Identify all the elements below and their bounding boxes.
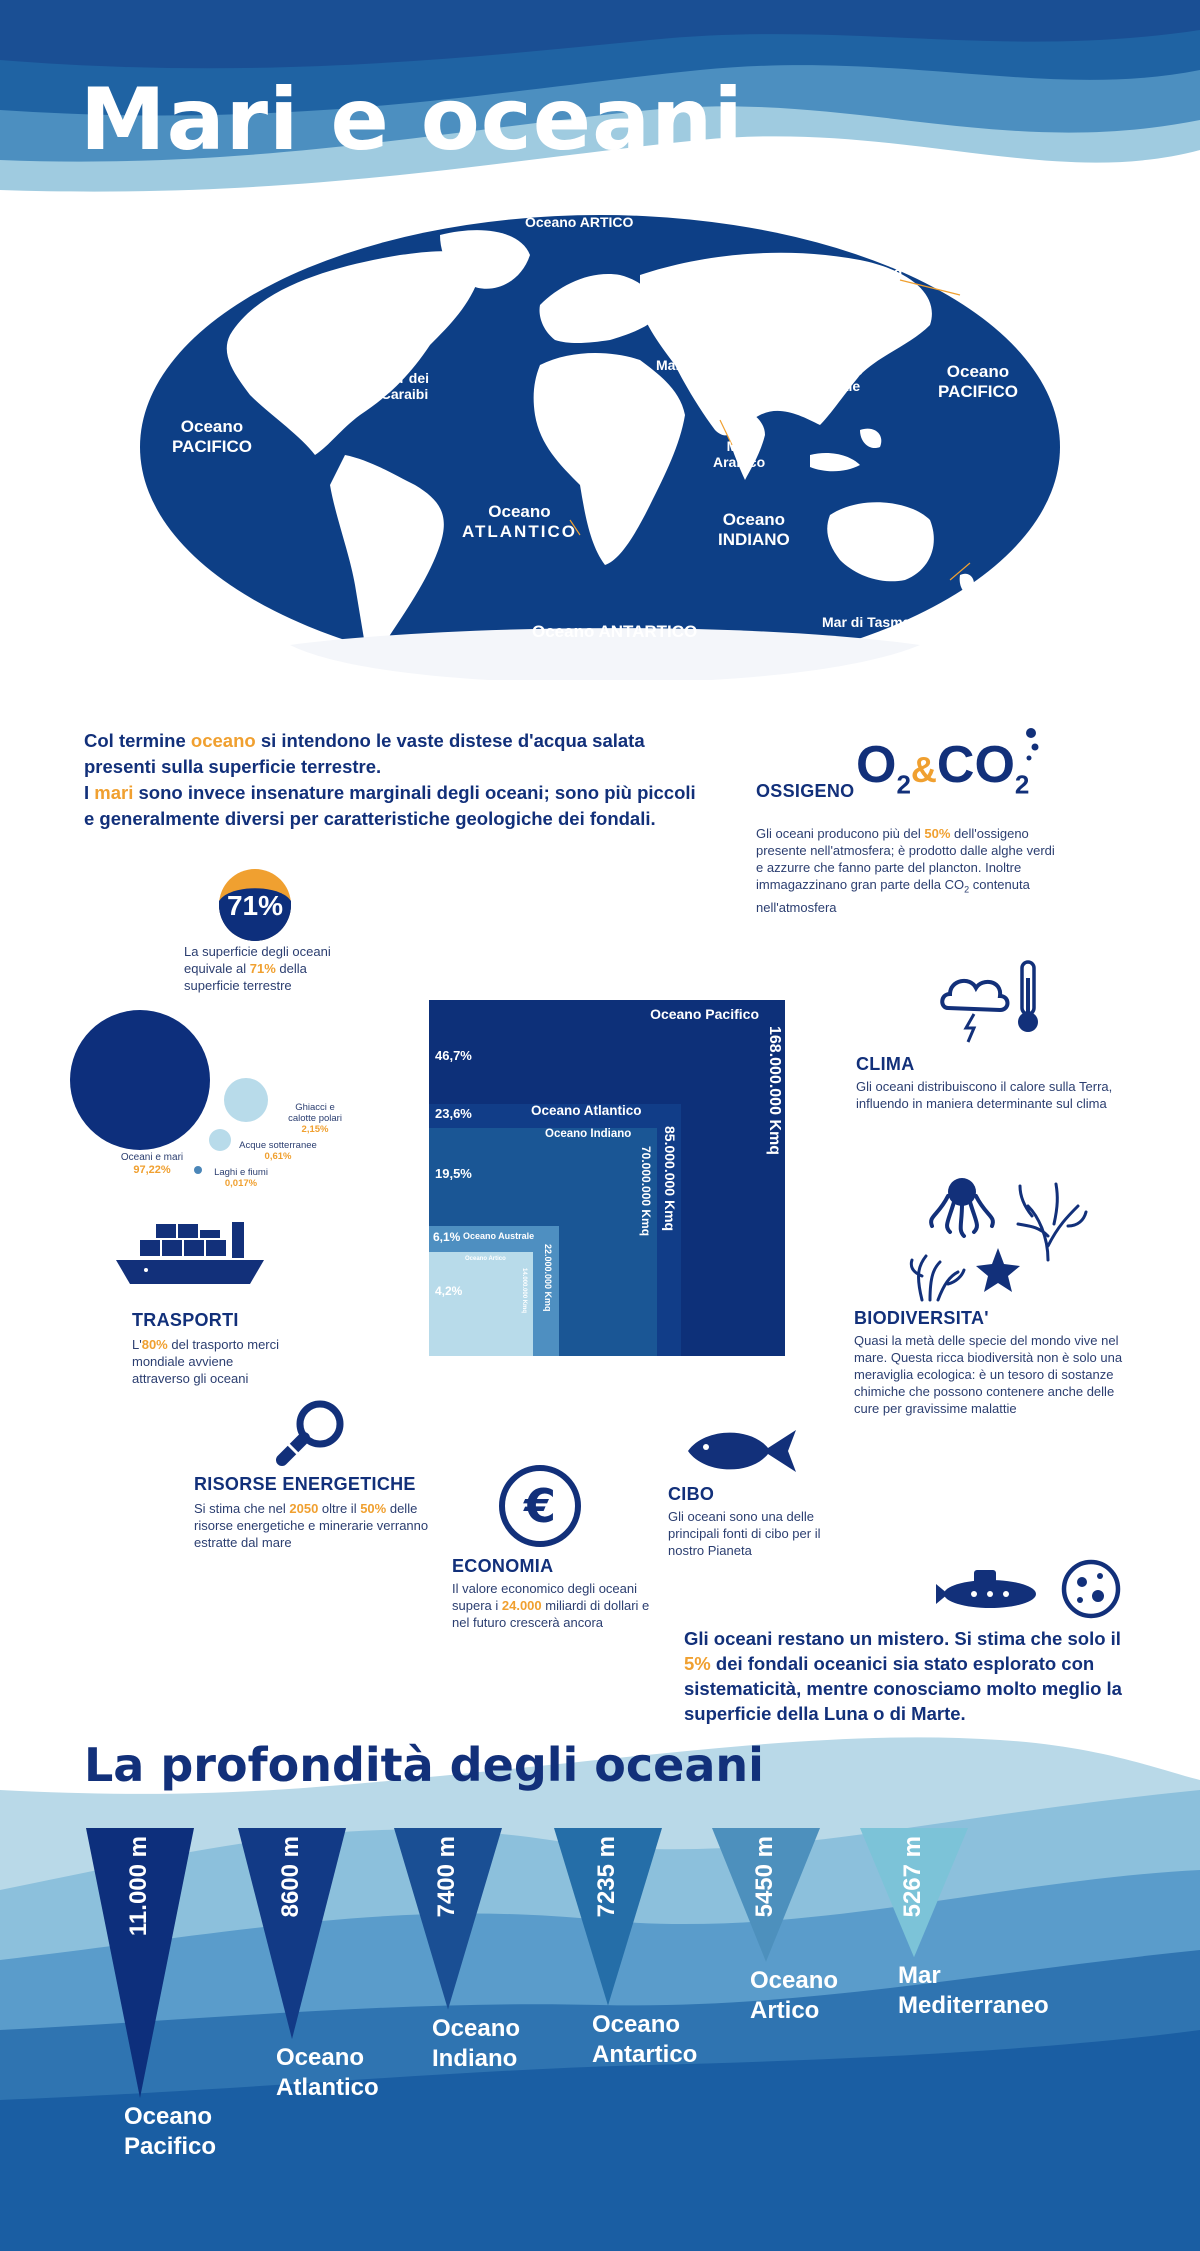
artico-area: 14.000.000 Kmq xyxy=(521,1268,527,1314)
map-label-indiano: Oceano INDIANO xyxy=(718,510,790,549)
map-label-pacifico-ovest: Oceano PACIFICO xyxy=(172,417,252,456)
atlantico-name: Oceano Atlantico xyxy=(531,1103,642,1118)
depth-name-3: Oceano Antartico xyxy=(592,2010,698,2068)
map-label-mediterraneo: Mar Mediterraneo xyxy=(596,307,713,323)
atlantico-area: 85.000.000 Kmq xyxy=(662,1126,678,1232)
economia-text: Il valore economico degli oceani supera i 24.000 miliardi di dollari e nel futuro crescerà ancora xyxy=(452,1581,650,1630)
clima-title: CLIMA xyxy=(856,1054,915,1074)
world-map xyxy=(140,215,1060,680)
depth-name-5: Mar Mediterraneo xyxy=(898,1962,1049,2020)
depth-name-1: Oceano Atlantico xyxy=(276,2044,379,2102)
clima-text: Gli oceani distribuiscono il calore sulla Terra, influendo in maniera determinante sul clima xyxy=(856,1079,1113,1111)
laghi-label: Laghi e fiumi 0,017% xyxy=(214,1167,268,1189)
map-label-antartico: Oceano ANTARTICO xyxy=(532,622,698,641)
sea-life-icon xyxy=(908,1176,1088,1302)
ghiacci-label: Ghiacci e calotte polari 2,15% xyxy=(288,1102,342,1135)
pacifico-pct: 46,7% xyxy=(435,1048,472,1063)
water-circle-1 xyxy=(224,1078,268,1122)
trasporti-text: L'80% del trasporto merci mondiale avviene attraverso gli oceani xyxy=(132,1337,280,1386)
map-label-pacifico-est: Oceano PACIFICO xyxy=(938,362,1018,401)
depth-name-0: Oceano Pacifico xyxy=(124,2103,217,2160)
svg-text:€: € xyxy=(523,1479,557,1533)
australe-area: 22.000.000 Kmq xyxy=(543,1244,553,1312)
depth-value-3: 7235 m xyxy=(593,1836,620,1918)
depth-value-4: 5450 m xyxy=(751,1836,778,1918)
depth-value-5: 5267 m xyxy=(899,1836,926,1918)
cibo-text: Gli oceani sono una delle principali fonti di cibo per il nostro Pianeta xyxy=(668,1509,821,1558)
ossigeno-text: Gli oceani producono più del 50% dell'ossigeno presente nell'atmosfera; è prodotto dalle alghe verdi e azzurre che fanno parte del plancton. Inoltre immagazzinano gran parte della $CO_2$ contenuta nell'atmosfera xyxy=(756,826,1055,915)
surface-text: La superficie degli oceani equivale al 71% della superficie terrestre xyxy=(184,944,331,993)
page-title: Mari e oceani xyxy=(80,70,744,170)
map-label-cinese: Mare Cinese Meridionale xyxy=(780,362,863,394)
biodiversita-title: BIODIVERSITA' xyxy=(854,1308,989,1328)
depth-value-2: 7400 m xyxy=(433,1836,460,1918)
depth-name-4: Oceano Artico xyxy=(750,1966,839,2024)
map-label-baltico: Mar Baltico xyxy=(640,280,716,296)
depth-name-2: Oceano Indiano xyxy=(432,2014,521,2072)
ossigeno-title: OSSIGENO xyxy=(756,781,855,801)
trasporti-title: TRASPORTI xyxy=(132,1310,239,1330)
indiano-area: 70.000.000 Kmq xyxy=(639,1146,653,1237)
depth-title: La profondità degli oceani xyxy=(84,1738,764,1792)
oceans-area-squares xyxy=(429,1000,785,1356)
map-label-artico: Oceano ARTICO xyxy=(525,214,634,230)
map-label-bering: Mare di Bering xyxy=(805,264,903,280)
cargo-ship-icon xyxy=(116,1222,264,1288)
atlantico-pct: 23,6% xyxy=(435,1106,472,1121)
pacifico-area: 168.000.000 Kmq xyxy=(766,1026,783,1155)
indiano-pct: 19,5% xyxy=(435,1166,472,1181)
pacifico-name: Oceano Pacifico xyxy=(650,1006,759,1022)
artico-pct: 4,2% xyxy=(435,1284,463,1298)
submarine-icon xyxy=(934,1566,1044,1612)
moon-icon xyxy=(1060,1558,1122,1620)
weather-icon xyxy=(938,958,1044,1044)
biodiversita-text: Quasi la metà delle specie del mondo vive nel mare. Questa ricca biodiversità non è solo una meraviglia ecologica: è un tesoro di sostanze chimiche che possono contenere anche delle cure per gravissime malattie xyxy=(854,1333,1123,1416)
risorse-text: Si stima che nel 2050 oltre il 50% delle risorse energetiche e minerarie verranno estratte dal mare xyxy=(194,1501,429,1550)
depth-value-1: 8600 m xyxy=(277,1836,304,1918)
water-circle-0 xyxy=(70,1010,210,1150)
indiano-name: Oceano Indiano xyxy=(545,1128,632,1140)
economia-title: ECONOMIA xyxy=(452,1556,554,1576)
square-artico xyxy=(429,1252,533,1356)
surface-pct: 71% xyxy=(226,890,284,921)
map-label-rosso: Mar Rosso xyxy=(578,405,650,421)
acque-label: Acque sotterranee 0,61% xyxy=(239,1140,317,1162)
fish-icon xyxy=(684,1426,802,1476)
oceani-label: Oceani e mari 97,22% xyxy=(120,1152,184,1176)
map-label-tasmania: Mar di Tasmania xyxy=(822,614,931,630)
bubbles-icon xyxy=(1011,727,1041,767)
cibo-title: CIBO xyxy=(668,1484,715,1504)
australe-pct: 6,1% xyxy=(433,1230,461,1244)
depth-value-0: 11.000 m xyxy=(125,1836,152,1937)
map-label-caraibi: Mar dei Caraibi xyxy=(380,370,430,402)
mistero-text: Gli oceani restano un mistero. Si stima che solo il 5% dei fondali oceanici sia stato esplorato con sistematicità, mentre conosciamo molto meglio la superficie della Luna o di Marte. xyxy=(684,1628,1122,1724)
ossigeno-section xyxy=(756,735,1096,916)
australe-name: Oceano Australe xyxy=(463,1231,535,1241)
map-label-arabico: Mar Arabico xyxy=(713,438,766,470)
intro-text: Col termine oceano si intendono le vaste distese d'acqua salata presenti sulla superficie terrestre. I mari sono invece insenature marginali degli oceani; sono più piccoli e generalmente diversi per caratteristiche geologiche dei fondali. xyxy=(84,730,696,829)
risorse-title: RISORSE ENERGETICHE xyxy=(194,1474,416,1494)
map-label-nero: Mar Nero xyxy=(656,357,717,373)
artico-name: Oceano Artico xyxy=(465,1256,506,1262)
energy-bulb-icon xyxy=(274,1396,348,1470)
euro-icon xyxy=(498,1464,582,1548)
map-label-atlantico: Oceano ATLANTICO xyxy=(462,502,577,541)
formula: $O_2\&CO_2$ xyxy=(856,736,1030,800)
